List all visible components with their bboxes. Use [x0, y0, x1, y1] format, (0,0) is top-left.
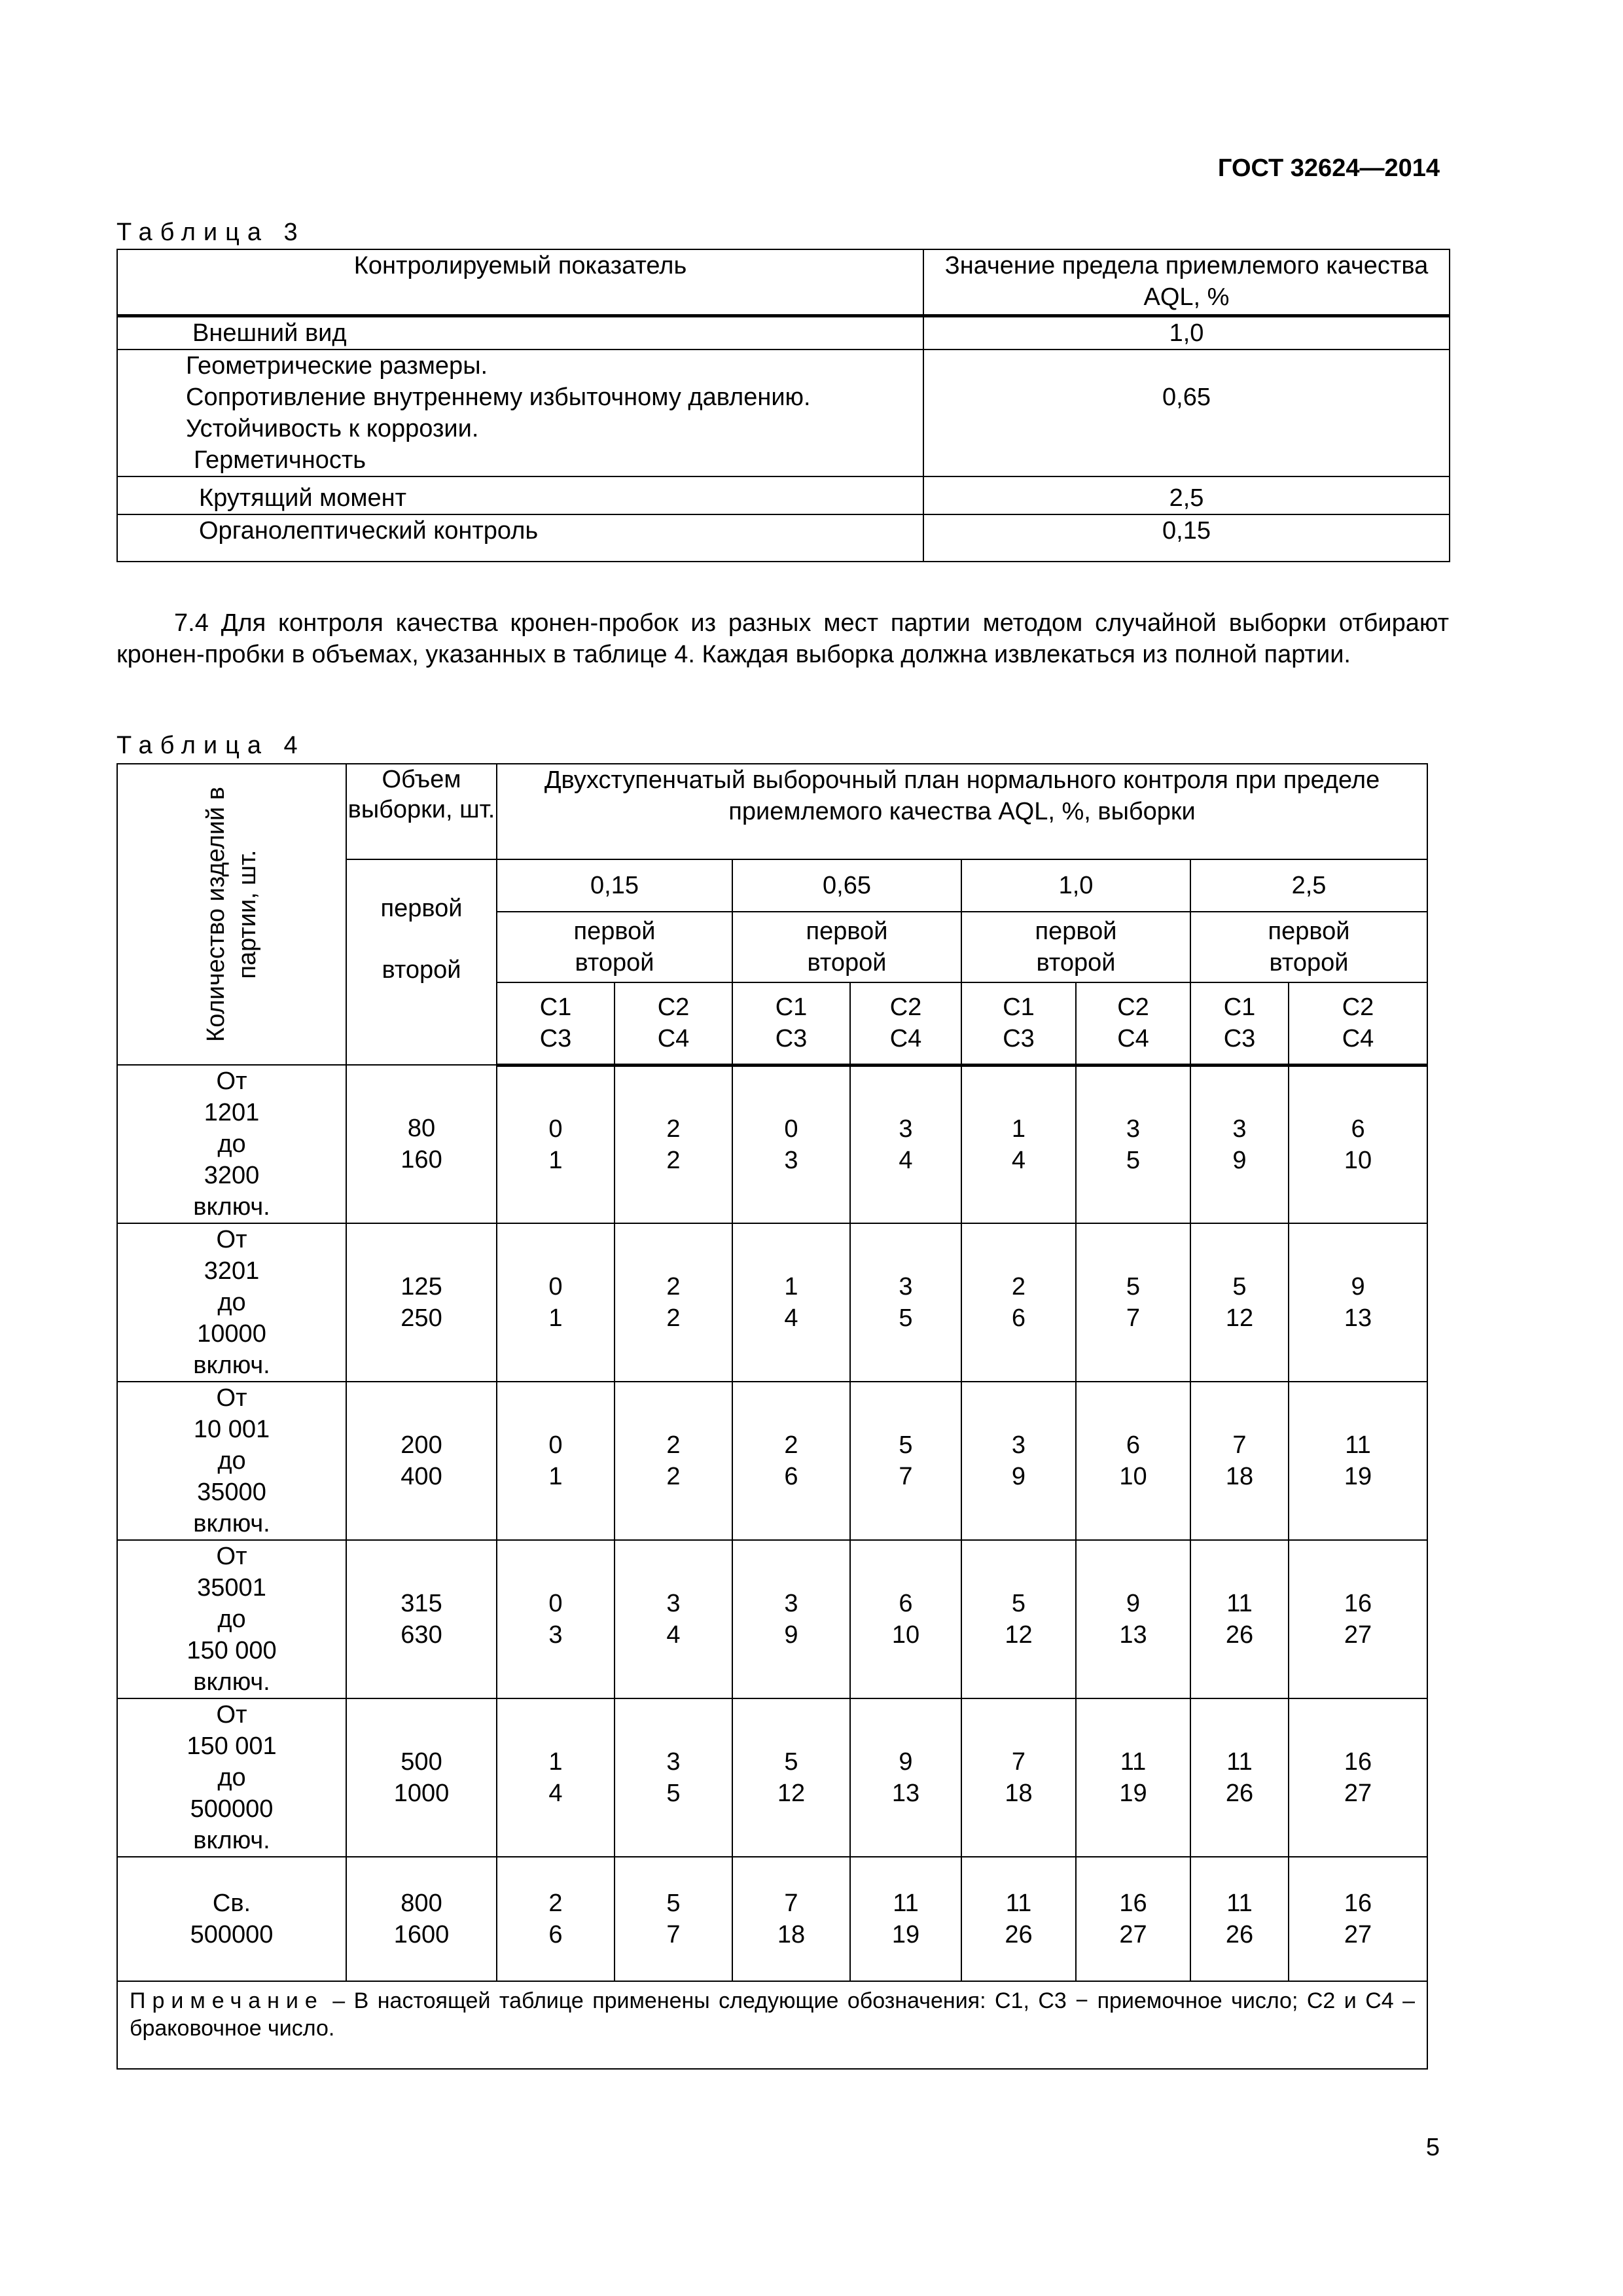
- table3-value: 2,5: [923, 476, 1450, 514]
- table3-indicator-line: Геометрические размеры.: [186, 352, 488, 380]
- table4-stage-header: первой второй: [732, 912, 961, 982]
- table4-value-cell: 5 7: [615, 1857, 732, 1981]
- table4-value-cell: 0 3: [732, 1065, 850, 1223]
- table3-value: 1,0: [923, 316, 1450, 350]
- table4-aql-header: 2,5: [1190, 859, 1427, 912]
- table4-sample-cell: 200 400: [346, 1382, 497, 1540]
- document-code: ГОСТ 32624—2014: [1217, 154, 1440, 182]
- table4-sample-header: Объем выборки, шт.: [346, 764, 497, 859]
- table4-value-cell: 5 7: [1076, 1223, 1190, 1382]
- page-number: 5: [1425, 2134, 1440, 2161]
- table-row: [117, 1065, 1427, 1223]
- table4-aql-header: 0,15: [497, 859, 732, 912]
- table4-value-cell: 1 4: [732, 1223, 850, 1382]
- table4-c-rejection-header: С2 С4: [1076, 982, 1190, 1065]
- table4-note-row: [117, 1981, 1427, 2069]
- table4-caption: Таблица 4: [116, 732, 306, 759]
- table4-c-rejection-header: С2 С4: [850, 982, 961, 1065]
- table4-value-cell: 3 5: [1076, 1065, 1190, 1223]
- table4-lot-cell: От 35001 до 150 000 включ.: [117, 1540, 346, 1698]
- table4-value-cell: 6 10: [850, 1540, 961, 1698]
- table3-indicator: Органолептический контроль: [117, 514, 923, 562]
- table3-caption: Таблица 3: [116, 219, 306, 246]
- table3-row: [117, 316, 1450, 350]
- table4-sample-stages: [346, 859, 497, 1065]
- table4-value-cell: 16 27: [1289, 1540, 1427, 1698]
- table4-aql-header: 0,65: [732, 859, 961, 912]
- table3-indicator-line: Устойчивость к коррозии.: [186, 415, 479, 442]
- table4-value-cell: 3 5: [850, 1223, 961, 1382]
- table-row: [117, 1223, 1427, 1382]
- table4-value-cell: 5 12: [732, 1698, 850, 1857]
- table3-row: [117, 350, 1450, 476]
- table3-row: [117, 476, 1450, 514]
- table4-stage-header: первой второй: [961, 912, 1190, 982]
- table4-lot-cell: От 150 001 до 500000 включ.: [117, 1698, 346, 1857]
- table4-value-cell: 7 18: [732, 1857, 850, 1981]
- table4-value-cell: 3 4: [850, 1065, 961, 1223]
- table4-lot-cell: От 1201 до 3200 включ.: [117, 1065, 346, 1223]
- table4-lot-header: [117, 764, 346, 1065]
- table4-value-cell: 9 13: [1076, 1540, 1190, 1698]
- table4-lot-cell: Св. 500000: [117, 1857, 346, 1981]
- table4-sample-second: второй: [382, 956, 461, 984]
- table4-value-cell: 2 2: [615, 1382, 732, 1540]
- table4-value-cell: 6 10: [1289, 1065, 1427, 1223]
- table4-sample-first: первой: [380, 895, 463, 922]
- table4-header-row: [117, 764, 1427, 859]
- table4-value-cell: 11 26: [1190, 1857, 1289, 1981]
- table3: [116, 249, 1450, 562]
- table3-indicator-group: [117, 350, 923, 476]
- table4-value-cell: 11 26: [1190, 1698, 1289, 1857]
- table4-value-cell: 2 2: [615, 1223, 732, 1382]
- table4-value-cell: 0 1: [497, 1223, 615, 1382]
- table4-value-cell: 3 9: [1190, 1065, 1289, 1223]
- table-row: [117, 1857, 1427, 1981]
- table4-plan-header: Двухступенчатый выборочный план нормального контроля при пределе приемлемого качества AQL, %, выборки: [497, 764, 1427, 859]
- table3-col1-header: Контролируемый показатель: [117, 249, 923, 316]
- table3-row: [117, 514, 1450, 562]
- table4-lot-text: Количество изделий в партии, шт.: [202, 787, 261, 1042]
- table-row: [117, 1382, 1427, 1540]
- table3-indicator-line: Сопротивление внутреннему избыточному давлению.: [186, 384, 811, 411]
- table4-value-cell: 2 6: [497, 1857, 615, 1981]
- table4-sample-cell: 315 630: [346, 1540, 497, 1698]
- table4-value-cell: 16 27: [1289, 1698, 1427, 1857]
- table4-c-acceptance-header: С1 С3: [1190, 982, 1289, 1065]
- table4-value-cell: 11 19: [850, 1857, 961, 1981]
- table4-sample-cell: 500 1000: [346, 1698, 497, 1857]
- table4-aql-header: 1,0: [961, 859, 1190, 912]
- table3-indicator: Внешний вид: [117, 316, 923, 350]
- table4-value-cell: 3 9: [732, 1540, 850, 1698]
- table3-col2-header: Значение предела приемлемого качества AQL, %: [923, 249, 1450, 316]
- table4-value-cell: 11 19: [1076, 1698, 1190, 1857]
- table4-value-cell: 16 27: [1289, 1857, 1427, 1981]
- table4-value-cell: 2 6: [961, 1223, 1076, 1382]
- table4: [116, 763, 1428, 2070]
- table4-c-rejection-header: С2 С4: [1289, 982, 1427, 1065]
- table4-value-cell: 9 13: [1289, 1223, 1427, 1382]
- table4-value-cell: 1 4: [961, 1065, 1076, 1223]
- table4-value-cell: 3 4: [615, 1540, 732, 1698]
- table4-value-cell: 5 12: [1190, 1223, 1289, 1382]
- table4-value-cell: 16 27: [1076, 1857, 1190, 1981]
- table4-value-cell: 0 1: [497, 1382, 615, 1540]
- table3-indicator-line: Герметичность: [194, 446, 366, 474]
- table4-lot-label: [200, 777, 263, 1052]
- table4-lot-cell: От 10 001 до 35000 включ.: [117, 1382, 346, 1540]
- table4-value-cell: 0 1: [497, 1065, 615, 1223]
- table4-note-text: – В настоящей таблице применены следующие обозначения: С1, С3 − приемочное число; С2 и С4 – браковочное число.: [130, 1988, 1416, 2041]
- table4-value-cell: 0 3: [497, 1540, 615, 1698]
- table3-header-row: [117, 249, 1450, 316]
- table4-value-cell: 5 7: [850, 1382, 961, 1540]
- table4-value-cell: 11 26: [961, 1857, 1076, 1981]
- table4-c-rejection-header: С2 С4: [615, 982, 732, 1065]
- table4-value-cell: 1 4: [497, 1698, 615, 1857]
- table4-sample-cell: 800 1600: [346, 1857, 497, 1981]
- table4-stage-header: первой второй: [1190, 912, 1427, 982]
- table4-note: [117, 1981, 1427, 2069]
- table4-value-cell: 11 26: [1190, 1540, 1289, 1698]
- table4-value-cell: 3 5: [615, 1698, 732, 1857]
- table3-value: 0,65: [923, 350, 1450, 476]
- table4-value-cell: 9 13: [850, 1698, 961, 1857]
- table4-sample-cell: 80 160: [346, 1065, 497, 1223]
- table4-sample-cell: 125 250: [346, 1223, 497, 1382]
- table-row: [117, 1698, 1427, 1857]
- paragraph-7-4: 7.4 Для контроля качества кронен-пробок из разных мест партии методом случайной выборки отбирают кронен-пробки в объемах, указанных в таблице 4. Каждая выборка должна извлекаться из полной партии.: [116, 609, 1449, 668]
- table4-value-cell: 7 18: [961, 1698, 1076, 1857]
- table4-c-acceptance-header: С1 С3: [497, 982, 615, 1065]
- table4-value-cell: 3 9: [961, 1382, 1076, 1540]
- table4-value-cell: 6 10: [1076, 1382, 1190, 1540]
- table4-note-label: Примечание: [130, 1988, 324, 2013]
- table4-stage-header: первой второй: [497, 912, 732, 982]
- table4-value-cell: 7 18: [1190, 1382, 1289, 1540]
- table4-value-cell: 2 2: [615, 1065, 732, 1223]
- table4-value-cell: 2 6: [732, 1382, 850, 1540]
- table4-c-acceptance-header: С1 С3: [961, 982, 1076, 1065]
- table-row: [117, 1540, 1427, 1698]
- table4-value-cell: 11 19: [1289, 1382, 1427, 1540]
- table3-indicator: Крутящий момент: [117, 476, 923, 514]
- table4-lot-cell: От 3201 до 10000 включ.: [117, 1223, 346, 1382]
- table3-value: 0,15: [923, 514, 1450, 562]
- table4-value-cell: 5 12: [961, 1540, 1076, 1698]
- table4-c-acceptance-header: С1 С3: [732, 982, 850, 1065]
